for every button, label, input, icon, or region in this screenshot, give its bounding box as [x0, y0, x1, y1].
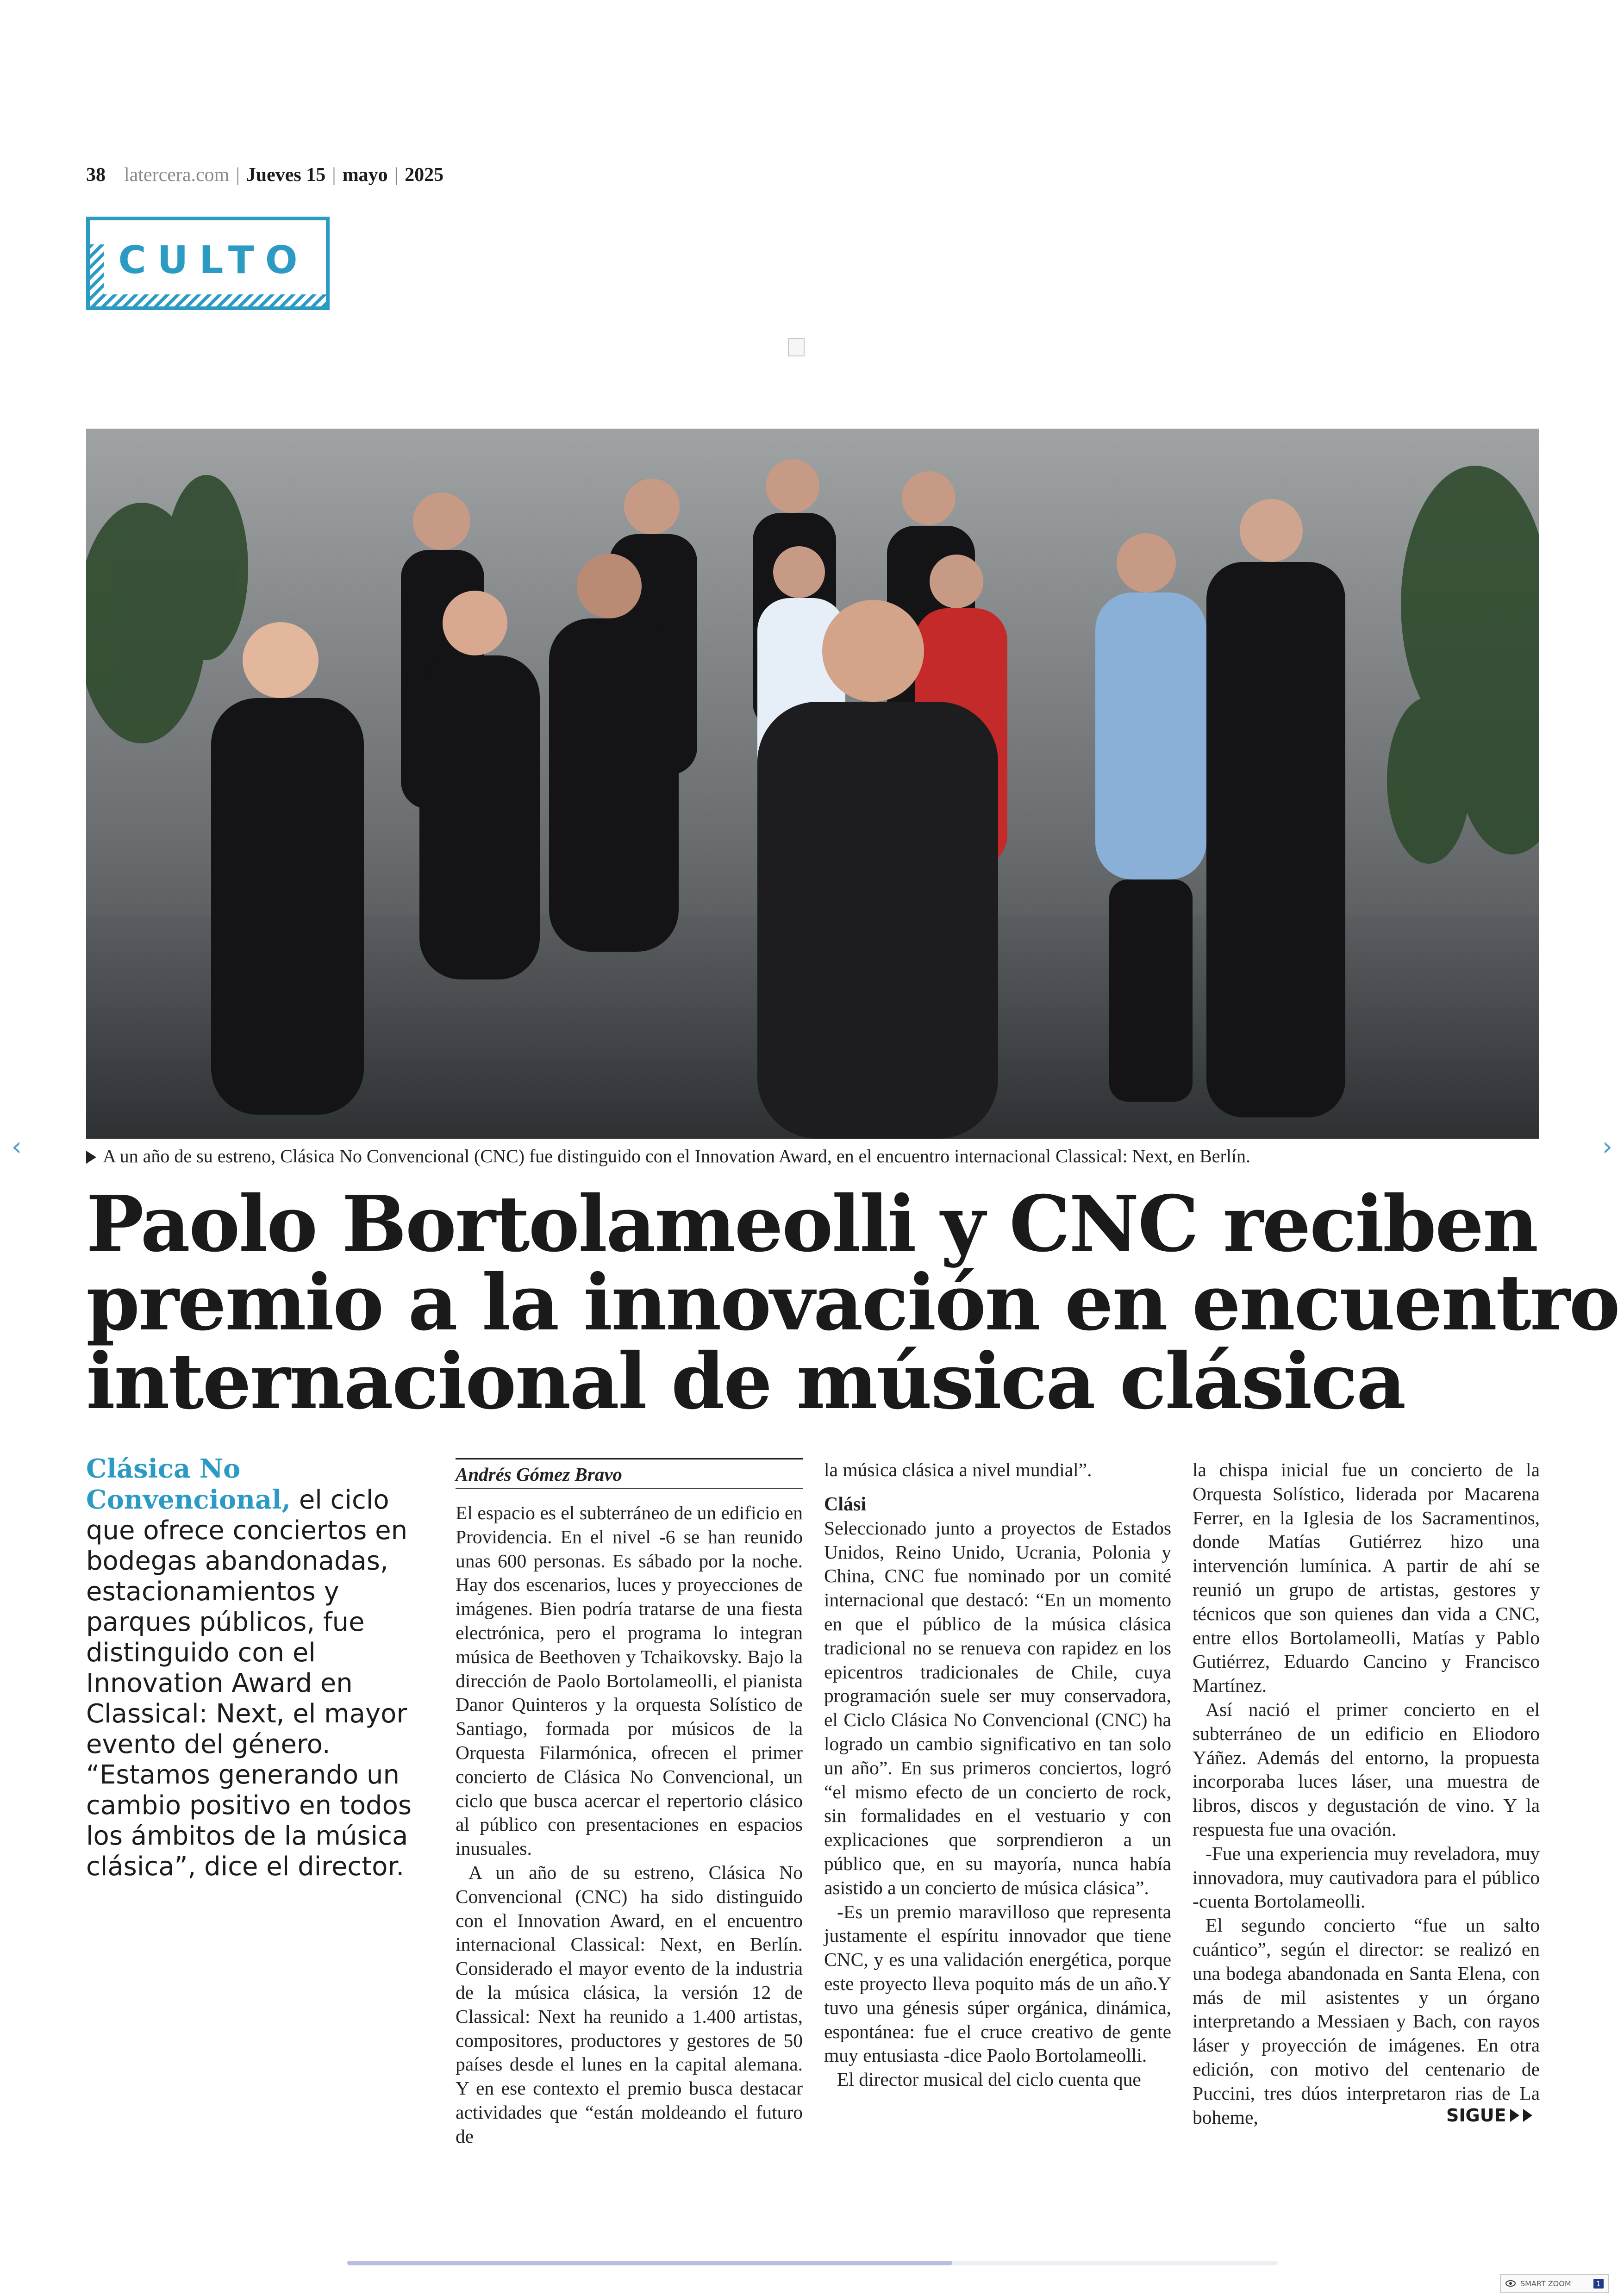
eye-icon [1505, 2280, 1516, 2287]
page-marker-icon [788, 338, 805, 356]
double-arrow-right-icon [1523, 2109, 1532, 2122]
body-paragraph: Seleccionado junto a proyectos de Estados Unidos, Reino Unido, Ucrania, Polonia y China, CNC fue nominado por un comité internacional que destacó: “En un momento en que el público de la música clásica tradicional no se renueva con rapidez en los epicentros tradicionales de Chile, cuya programación suele ser muy conservadora, el Ciclo Clásica No Convencional (CNC) ha logrado un cambio significativo en tan solo un año”. En sus primeros conciertos, logró “el mismo efecto de un concierto de rock, sin formalidades en el vestuario y con explicaciones que sorprendieron a un público que, en su mayoría, nunca había asistido a un concierto de música clásica”. [824, 1517, 1171, 1898]
headline-line: Paolo Bortolameolli y CNC reciben [86, 1179, 1537, 1269]
site-name: latercera.com [124, 164, 230, 186]
body-paragraph: -Es un premio maravilloso que representa justamente el espíritu innovador que tiene CNC, y es una validación energética, porque este proyecto lleva poquito más de un año.Y tuvo una génesis súper orgánica, dinámica, espontánea: fue el cruce creativo de gente muy entusiasta -dice Paolo Bortolameolli. [824, 1901, 1171, 2066]
photo-caption [86, 1143, 1539, 1169]
triangle-right-icon [86, 1151, 96, 1164]
byline-block [456, 1458, 803, 1489]
article-column-1 [456, 1458, 803, 2149]
body-paragraph: -Fue una experiencia muy reveladora, muy innovadora, muy cautivadora para el público -cuenta Bortolameolli. [1193, 1842, 1540, 1912]
article-lead [86, 1453, 424, 1882]
group-photo [86, 429, 1539, 1139]
subheading: Clási [824, 1493, 867, 1515]
lead-text: el ciclo que ofrece conciertos en bodegas abandonadas, estacionamientos y parques públicos, fue distinguido con el Innovation Award en Classical: Next, el mayor evento del género. “Estamos generando un cambio positivo en todos los ámbitos de la música clásica”, dice el director. [86, 1485, 412, 1882]
photo-caption-text: A un año de su estreno, Clásica No Convencional (CNC) fue distinguido con el Innovation Award, en el encuentro internacional Classical: Next, en Berlín. [103, 1146, 1251, 1166]
section-logo-culto [86, 217, 330, 310]
group-photo-illustration [86, 429, 1539, 1139]
body-paragraph: El espacio es el subterráneo de un edificio en Providencia. En el nivel -6 se han reunido unas 600 personas. Es sábado por la noche. Hay dos escenarios, luces y proyecciones de imágenes. Bien podría tratarse de una fiesta electrónica, pero el programa lo integran música de Beethoven y Tchaikovsky. Bajo la dirección de Paolo Bortolameolli, el pianista Danor Quinteros y la orquesta Solístico de Santiago, formada por músicos de la Orquesta Filarmónica, ofrecen el primer concierto de Clásica No Convencional, un ciclo que busca acercar el repertorio clásico al público con presentaciones en espacios inusuales. [456, 1502, 803, 1859]
page-header [86, 162, 443, 188]
body-paragraph: la música clásica a nivel mundial”. [824, 1459, 1092, 1480]
header-year: 2025 [405, 164, 444, 186]
body-paragraph: El director musical del ciclo cuenta que [837, 2069, 1141, 2090]
header-month: mayo [342, 164, 388, 186]
lead-highlight: Clásica No Convencional, [86, 1453, 291, 1515]
body-paragraph: la chispa inicial fue un concierto de la Orquesta Solístico, liderada por Macarena Ferrer, en la Iglesia de los Sacramentinos, donde Matías Gutiérrez hizo una intervención lumínica. A partir de ahí se reunió un grupo de artistas, gestores y técnicos que son quienes dan vida a CNC, entre ellos Bortolameolli, Matías y Pablo Gutiérrez, Eduardo Cancino y Francisco Martínez. [1193, 1459, 1540, 1696]
header-separator: | [332, 164, 336, 186]
page-number: 38 [86, 164, 106, 186]
scrollbar-thumb[interactable] [347, 2261, 952, 2265]
headline-line: internacional de música clásica [86, 1336, 1405, 1427]
body-paragraph: Así nació el primer concierto en el subterráneo de un edificio en Eliodoro Yáñez. Además del entorno, la propuesta incorporaba luces láser, una muestra de libros, discos y degustación de vino. Y la respuesta fue una ovación. [1193, 1698, 1540, 1840]
article-column-3 [1193, 1458, 1540, 2129]
body-paragraph: A un año de su estreno, Clásica No Convencional (CNC) ha sido distinguido con el Innovation Award, en el encuentro internacional Classical: Next, en Berlín. Considerado el mayor evento de la industria de la música clásica, la versión 12 de Classical: Next ha reunido a 1.400 artistas, compositores, productores y gestores de 50 países desde el lunes en la capital alemana. Y en ese contexto el premio busca destacar actividades que “están moldeando el futuro de [456, 1861, 803, 2147]
page-indicator: 1 [1593, 2279, 1604, 2289]
section-label: CULTO [118, 238, 309, 282]
article-headline [86, 1179, 1619, 1427]
chevron-right-icon[interactable]: › [1602, 1132, 1613, 1162]
smart-zoom-label: SMART ZOOM [1520, 2279, 1571, 2288]
byline-divider [456, 1488, 803, 1489]
double-arrow-right-icon [1510, 2109, 1519, 2122]
byline: Andrés Gómez Bravo [456, 1464, 622, 1485]
smart-zoom-button[interactable] [1500, 2274, 1609, 2293]
header-day: Jueves 15 [246, 164, 326, 186]
continue-label: SIGUE [1446, 2105, 1506, 2126]
chevron-left-icon[interactable]: ‹ [11, 1132, 22, 1162]
continue-marker [1446, 2104, 1532, 2127]
header-separator: | [236, 164, 240, 186]
headline-line: premio a la innovación en encuentro [86, 1258, 1619, 1348]
body-paragraph: El segundo concierto “fue un salto cuántico”, según el director: se realizó en una bodega abandonada en Santa Elena, con más de mil asistentes y un órgano interpretando a Messiaen y Bach, con rayos láser y proyección de imágenes. En otra edición, con motivo del centenario de Puccini, tres dúos interpretaron rias de La boheme, [1193, 1915, 1540, 2128]
article-column-2 [824, 1458, 1171, 2092]
header-separator: | [394, 164, 399, 186]
